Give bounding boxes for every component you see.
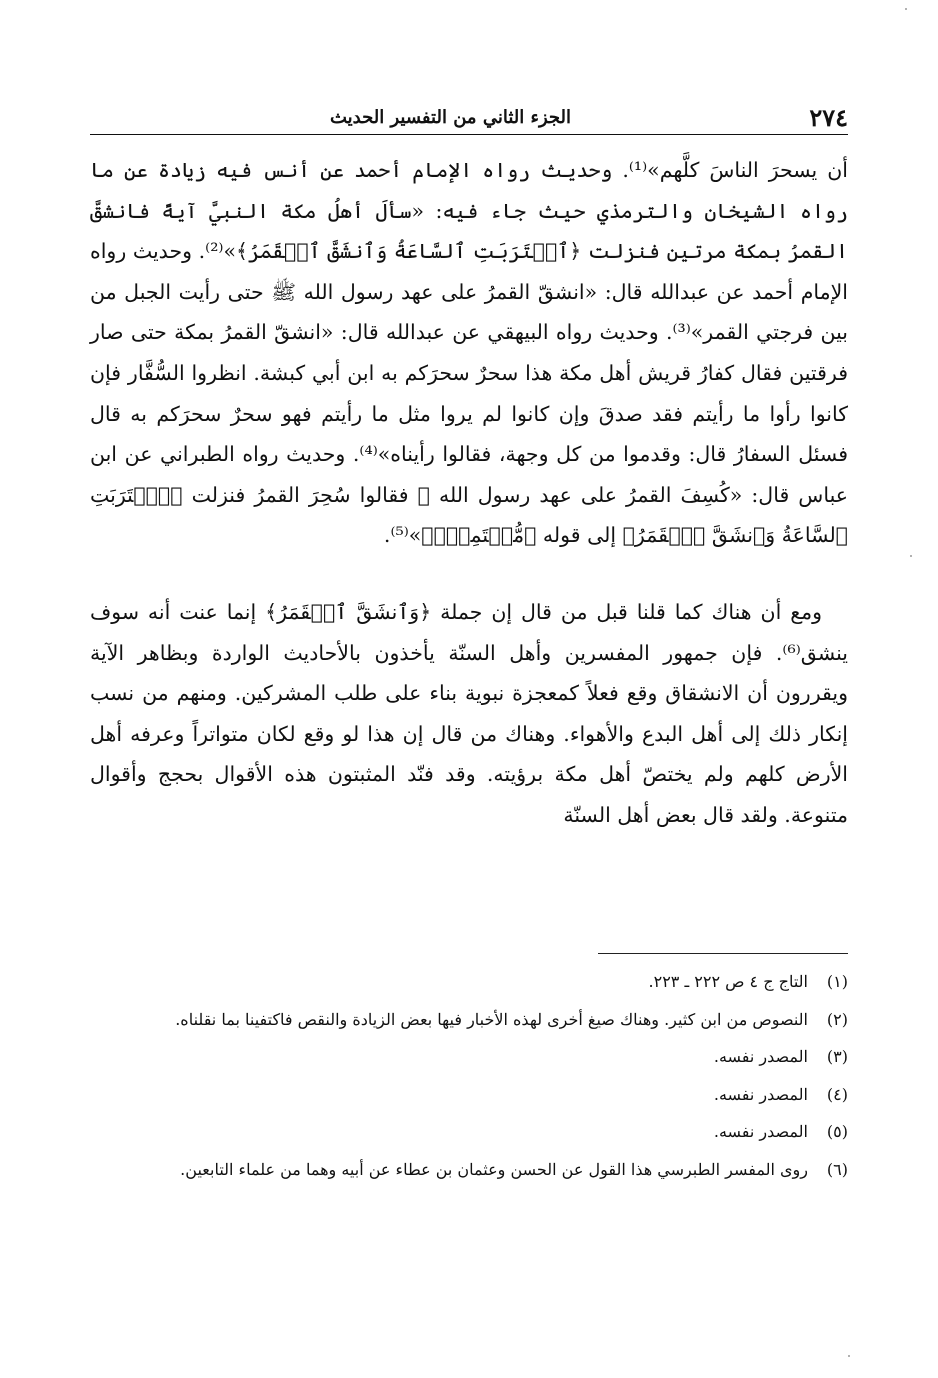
footnote-separator [598,953,848,954]
footnote [90,1041,848,1074]
book-page [90,0,848,1378]
footnote [90,966,848,999]
scan-speck [905,8,907,10]
paragraph: أن يسحرَ الناسَ كلَّهم»⁽¹⁾. وحديث رواه الإمام أحمد عن أنس فيه زيادة عن ما رواه الشيخان والترمذي حيث جاء فيه: «سألَ أهلُ مكة النبيَّ آيةً فانشقَّ القمرُ بمكة مرتين فنزلت ﴿ٱقۡتَرَبَتِ ٱلسَّاعَةُ وَٱنشَقَّ ٱلۡقَمَرُ﴾»⁽²⁾. وحديث رواه الإمام أحمد عن عبدالله قال: «انشقّ القمرُ على عهد رسول الله ﷺ حتى رأيت الجبل من بين فرجتي القمر»⁽³⁾. وحديث رواه البيهقي عن عبدالله قال: «انشقّ القمرُ بمكة حتى صار فرقتين فقال كفارُ قريش أهل مكة هذا سحرٌ سحرَكم به ابن أبي كبشة. انظروا السُّفَّار فإن كانوا رأوا ما رأيتم فقد صدقَ وإن كانوا لم يروا مثل ما رأيتم فهو سحرٌ سحرَكم به قال فسئل السفارُ قال: وقدموا من كل وجهة، فقالوا رأيناه»⁽⁴⁾. وحديث رواه الطبراني عن ابن عباس قال: «كُسِفَ القمرُ على عهد رسول الله ﷺ فقالوا سُحِرَ القمرُ فنزلت ﴿ٱقۡتَرَبَتِ ٱلسَّاعَةُ وَٱنشَقَّ ٱلۡقَمَرُ﴾ إلى قوله ﴿مُّسۡتَمِرّٞ﴾»⁽⁵⁾. [90,158,849,548]
footnote [90,1116,848,1149]
footnote-text: المصدر نفسه. [713,1084,808,1104]
footnote [90,1079,848,1112]
page-header [90,104,848,135]
footnote-number: (٢) [826,1009,848,1029]
footnote-number: (٤) [826,1084,848,1104]
running-title: الجزء الثاني من التفسير الحديث [330,107,572,128]
page-number: ٢٧٤ [809,103,848,132]
footnote-number: (٥) [826,1122,848,1141]
footnotes-list [90,966,848,1191]
footnote-text: المصدر نفسه. [713,1122,808,1141]
footnote-text: روى المفسر الطبرسي هذا القول عن الحسن وعثمان بن عطاء عن أبيه وهما من علماء التابعين. [180,1159,808,1179]
footnote-text: المصدر نفسه. [713,1047,808,1066]
footnote-number: (٣) [826,1047,848,1066]
scan-speck [848,1355,850,1357]
footnote-text: النصوص من ابن كثير. وهناك صيغ أخرى لهذه الأخبار فيها بعض الزيادة والنقص فاكتفينا بما نقلناه. [175,1009,808,1029]
footnote-text: التاج ج ٤ ص ٢٢٢ ـ ٢٢٣. [648,972,808,991]
main-text [90,150,848,836]
footnote [90,1004,848,1037]
footnote-number: (٦) [826,1159,848,1179]
footnote-number: (١) [826,972,848,991]
scan-speck [910,555,912,557]
footnote [90,1154,848,1187]
paragraph: ومع أن هناك كما قلنا قبل من قال إن جملة ﴿وَٱنشَقَّ ٱلۡقَمَرُ﴾ إنما عنت أنه سوف ينشق⁽⁶⁾. فإن جمهور المفسرين وأهل السنّة يأخذون بالأحاديث الواردة وبظاهر الآية ويقررون أن الانشقاق وقع فعلاً كمعجزة نبوية بناء على طلب المشركين. ومنهم من نسب إنكار ذلك إلى أهل البدع والأهواء. وهناك من قال إن هذا لو وقع لكان متواتراً وعرفه أهل الأرض كلهم ولم يختصّ أهل مكة برؤيته. وقد فنّد المثبتون هذه الأقوال بحجج وأقوال متنوعة. ولقد قال بعض أهل السنّة [90,599,848,827]
